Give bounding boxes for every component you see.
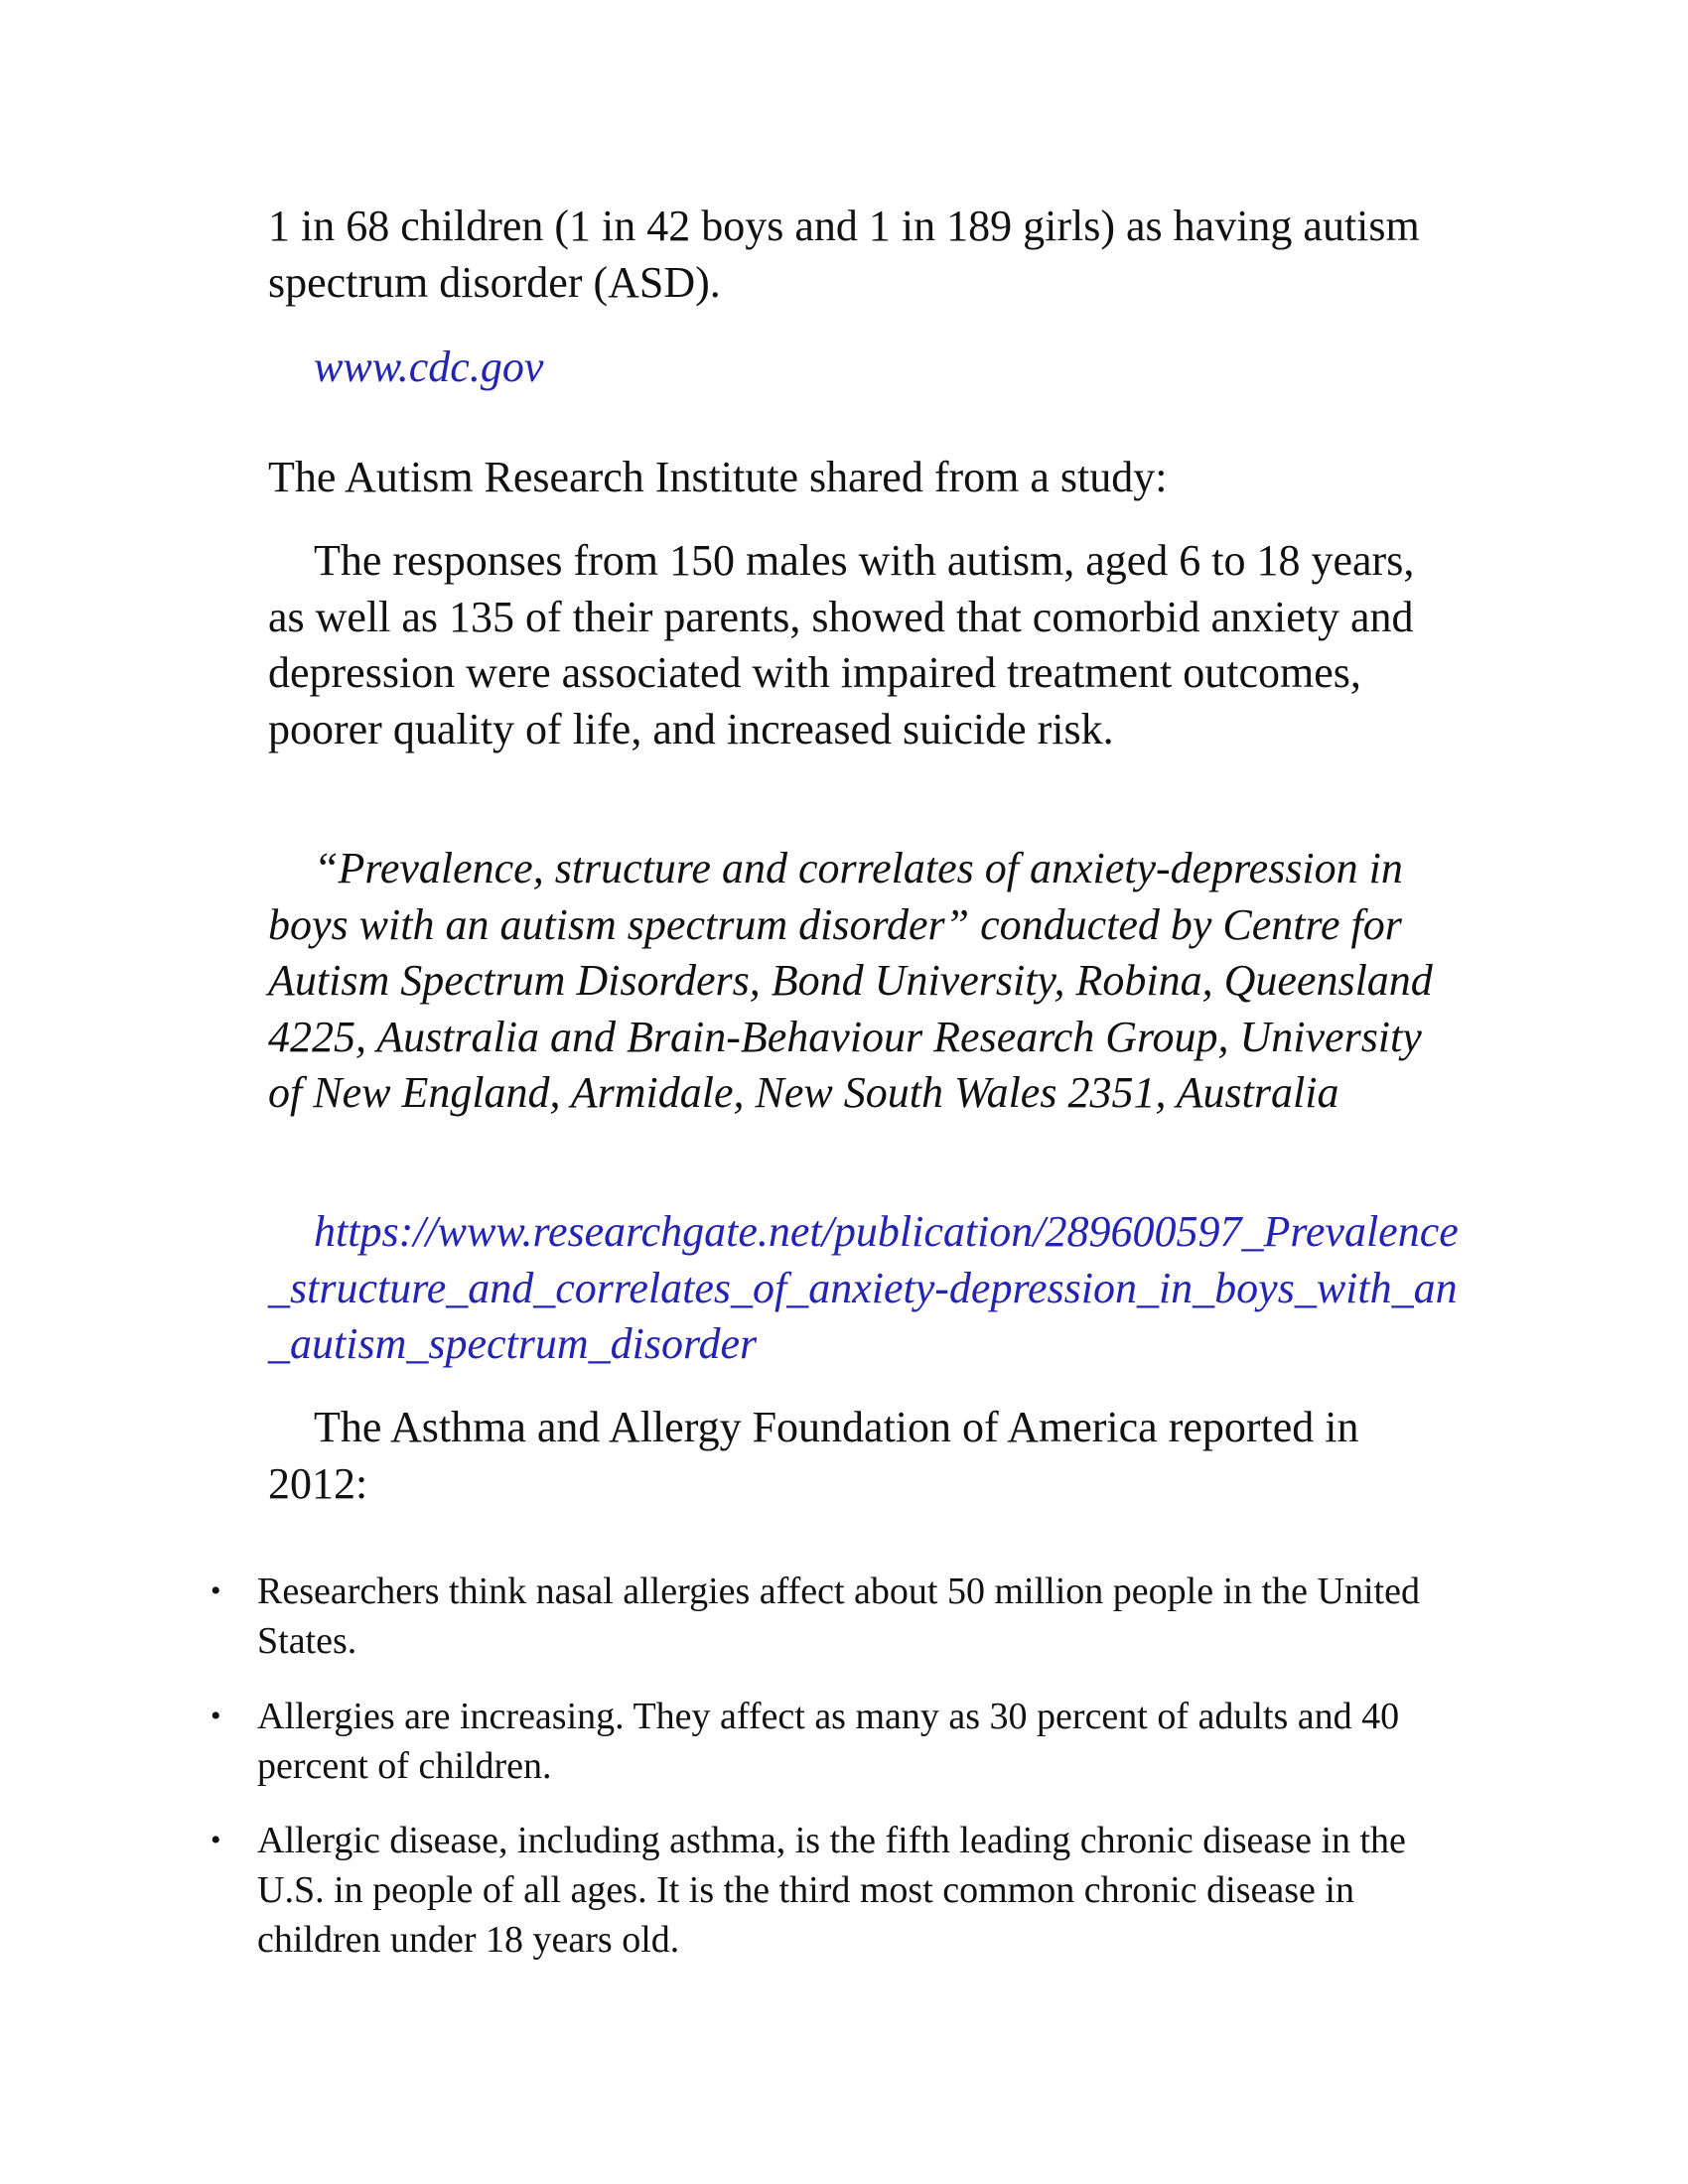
list-item-text: Allergic disease, including asthma, is the fifth leading chronic disease in the U.S. in people of all ages. It is the third most common chronic disease in children under 18 years old. — [257, 1820, 1406, 1961]
list-item-text: Researchers think nasal allergies affect about 50 million people in the United States. — [257, 1570, 1420, 1662]
intro-paragraph: 1 in 68 children (1 in 42 boys and 1 in 189 girls) as having autism spectrum disorder (ASD). — [268, 202, 1420, 307]
aafa-paragraph: The Asthma and Allergy Foundation of America reported in 2012: — [268, 1403, 1359, 1508]
bullet-icon: • — [211, 1824, 221, 1856]
bullet-icon: • — [211, 1700, 221, 1732]
list-item-text: Allergies are increasing. They affect as many as 30 percent of adults and 40 percent of children. — [257, 1696, 1400, 1787]
ari-heading-paragraph: The Autism Research Institute shared from a study: — [268, 453, 1168, 501]
study-citation-paragraph: “Prevalence, structure and correlates of anxiety-depression in boys with an autism spectrum disorder” conducted by Centre for Autism Spectrum Disorders, Bond University, Robina, Queensland 4225, Australia and Brain-Behaviour Research Group, University of New England, Armidale, New South Wales 2351, Australia — [268, 844, 1433, 1117]
cdc-link[interactable]: www.cdc.gov — [314, 342, 544, 391]
ari-quote-paragraph: The responses from 150 males with autism, aged 6 to 18 years, as well as 135 of their parents, showed that comorbid anxiety and depression were associated with impaired treatment outcomes, poorer quality of life, and increased suicide risk. — [268, 536, 1415, 753]
researchgate-link[interactable]: https://www.researchgate.net/publication/289600597_Prevalence_structure_and_correlates_of_anxiety-depression_in_boys_with_an_autism_spectrum_disorder — [268, 1207, 1459, 1368]
bullet-icon: • — [211, 1574, 221, 1607]
